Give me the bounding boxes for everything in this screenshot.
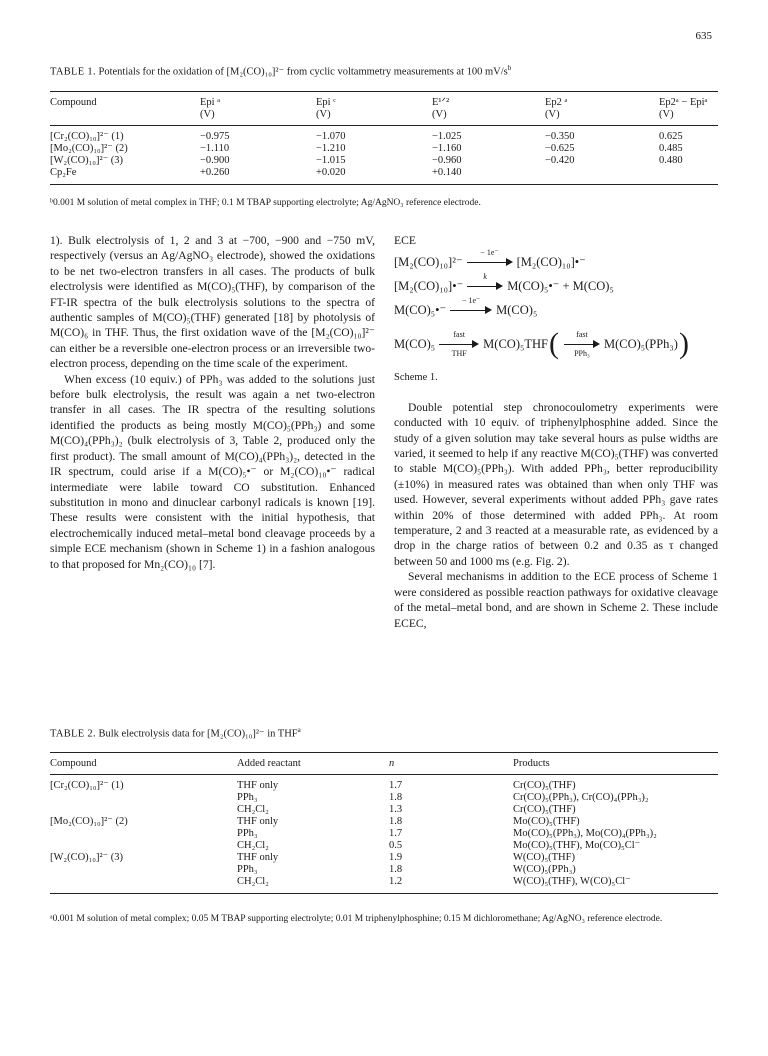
table-row xyxy=(50,143,718,155)
paragraph: When excess (10 equiv.) of PPh₃ was added to the solutions just before bulk electrolysis, the result was again a net two-electron transfer in all cases. The IR spectra of the resulting solutions identified the products as being mostly M(CO)₅(PPh₃) and some M(CO)₄(PPh₃)₂ (bulk electrolysis of 3, Table 2, produced only the first product). The small amount of M(CO)₄(PPh₃)₂, detected in the IR spectrum, could arise if a M(CO)₅•⁻ or M₂(CO)₁₀•⁻ radical intermediate were labile toward CO substitution. Enhanced substitution in mono and dinuclear carbonyl radicals is known [19]. These results were consistent with the initial hypothesis, that electrochemically induced metal–metal bond cleavage proceeds by a simple ECE mechanism (shown in Scheme 1) in a fashion analogous to that proposed for Mn₂(CO)₁₀ [7]. xyxy=(50,372,375,571)
table-row xyxy=(50,792,718,804)
table-cell: −0.900 xyxy=(200,155,230,166)
table-cell: 1.9 xyxy=(389,852,403,863)
table-cell: CH₂Cl₂ xyxy=(237,840,269,851)
table-row xyxy=(50,828,718,840)
product: M(CO)₅•⁻ + M(CO)₅ xyxy=(507,278,614,293)
table1-label: TABLE 1. xyxy=(50,66,96,78)
table-row xyxy=(50,126,718,144)
table-cell: Cr(CO)₅(THF) xyxy=(513,804,576,815)
table1-header: Epi ᶜ (V) xyxy=(316,92,432,126)
table-cell: −0.420 xyxy=(545,155,575,166)
table2-header: n xyxy=(389,753,513,775)
table-cell: Cr(CO)₅(PPh₃), Cr(CO)₄(PPh₃)₂ xyxy=(513,792,649,803)
table-row xyxy=(50,876,718,894)
table-cell xyxy=(50,792,237,804)
table-cell: CH₂Cl₂ xyxy=(237,876,389,894)
table-cell: THF only xyxy=(237,816,279,827)
open-paren-glyph: ( xyxy=(548,327,559,361)
table-cell: PPh₃ xyxy=(237,864,258,875)
table2-footnote: ᵃ0.001 M solution of metal complex; 0.05 M TBAP supporting electrolyte; 0.01 M triphenylphosphine; 0.15 M dichloromethane; Ag/AgNO₃ reference electrode. xyxy=(50,914,663,924)
table-cell: Mo(CO)₅(THF), Mo(CO)₅Cl⁻ xyxy=(513,840,641,851)
table-cell: 0.485 xyxy=(659,143,683,154)
table-cell: +0.020 xyxy=(316,167,432,185)
table-cell: 1.7 xyxy=(389,780,403,791)
reaction-step xyxy=(394,298,718,322)
table1-caption xyxy=(50,62,718,79)
table2-header-row xyxy=(50,753,718,775)
table-cell: [Cr₂(CO)₁₀]²⁻ (1) xyxy=(50,131,124,142)
reaction-step xyxy=(394,274,718,298)
table-cell: THF only xyxy=(237,780,279,791)
table-row xyxy=(50,804,718,816)
right-column xyxy=(394,233,718,631)
table-cell: 0.625 xyxy=(659,131,683,142)
table-cell: −1.110 xyxy=(200,143,230,154)
table-row xyxy=(50,852,718,864)
table-row xyxy=(50,816,718,828)
scheme-1 xyxy=(394,233,718,386)
table1-header: Epi ᵃ (V) xyxy=(200,92,316,126)
table-cell: PPh₃ xyxy=(237,828,258,839)
table-cell: −1.025 xyxy=(432,131,462,142)
table-cell: Mo(CO)₅(PPh₃), Mo(CO)₄(PPh₃)₂ xyxy=(513,828,657,839)
product: [M₂(CO)₁₀]•⁻ xyxy=(516,254,586,269)
table-cell: Cr(CO)₅(THF) xyxy=(513,780,576,791)
table-cell: 1.8 xyxy=(389,792,403,803)
table-cell: −0.975 xyxy=(200,131,230,142)
table-cell xyxy=(545,167,659,185)
table-cell: THF only xyxy=(237,852,279,863)
paragraph: Several mechanisms in addition to the ECE process of Scheme 1 were considered as possible reaction pathways for oxidative cleavage of the metal–metal bond, and are shown in Scheme 2. These include ECEC, xyxy=(394,570,718,630)
table-row xyxy=(50,167,718,185)
table-cell: CH₂Cl₂ xyxy=(237,804,269,815)
reaction-step xyxy=(394,250,718,274)
table2-caption xyxy=(50,724,718,741)
table-cell: W(CO)₅(THF), W(CO)₅Cl⁻ xyxy=(513,876,718,894)
table-cell: [W₂(CO)₁₀]²⁻ (3) xyxy=(50,852,124,863)
left-column xyxy=(50,233,375,572)
table-cell: −1.210 xyxy=(316,143,346,154)
table-cell: 0.480 xyxy=(659,155,683,166)
table-cell: [Cr₂(CO)₁₀]²⁻ (1) xyxy=(50,780,124,791)
table-cell: 1.2 xyxy=(389,876,513,894)
table-row xyxy=(50,864,718,876)
close-paren-glyph: ) xyxy=(678,327,689,361)
table-cell xyxy=(50,840,237,852)
product: M(CO)₅(PPh₃) xyxy=(603,336,678,351)
table-cell: −0.625 xyxy=(545,143,575,154)
table-cell xyxy=(50,864,237,876)
reactant: M(CO)₅•⁻ xyxy=(394,302,447,317)
table-cell: 0.5 xyxy=(389,840,403,851)
table-cell xyxy=(50,876,237,894)
table2 xyxy=(50,752,718,894)
table-row xyxy=(50,840,718,852)
table1-caption-text: Potentials for the oxidation of [M₂(CO)₁₀]²⁻ from cyclic voltammetry measurements at 100 mV/s xyxy=(98,66,508,78)
table-cell: Mo(CO)₅(THF) xyxy=(513,816,580,827)
table1-caption-mark: b xyxy=(507,64,512,72)
table-cell: +0.140 xyxy=(432,167,545,185)
table-cell: −0.350 xyxy=(545,131,575,142)
table-cell: PPh₃ xyxy=(237,792,258,803)
table-cell: −1.070 xyxy=(316,131,346,142)
reactant: [M₂(CO)₁₀]•⁻ xyxy=(394,278,464,293)
table-cell xyxy=(50,828,237,840)
table2-header: Added reactant xyxy=(237,753,389,775)
table-cell: W(CO)₅(PPh₃) xyxy=(513,864,576,875)
table-cell: 1.8 xyxy=(389,816,403,827)
table-cell xyxy=(50,804,237,816)
table1-header: Ep2 ᵃ (V) xyxy=(545,92,659,126)
paragraph: 1). Bulk electrolysis of 1, 2 and 3 at −700, −900 and −750 mV, respectively (versus an Ag/AgNO₃ electrode), showed the oxidations to be net two-electron transfers in all cases. The products of bulk electrolysis were identified as M(CO)₅(THF), by comparison of the FT-IR spectra of the bulk electrolysis solutions to the spectra of authentic samples of M(CO)₅(THF) generated [18] by photolysis of M(CO)₆ in THF. Thus, the first oxidation wave of the [M₂(CO)₁₀]²⁻ can either be a reversible one-electron process or an irreversible two-electron process, depending on the time scale of the experiment. xyxy=(50,234,375,371)
table-cell: [Mo₂(CO)₁₀]²⁻ (2) xyxy=(50,816,128,827)
table-cell: −1.015 xyxy=(316,155,346,166)
table1-footnote: ᵇ0.001 M solution of metal complex in THF; 0.1 M TBAP supporting electrolyte; Ag/AgNO₃ reference electrode. xyxy=(50,198,481,208)
reaction-step xyxy=(394,322,718,366)
table-row xyxy=(50,775,718,793)
table-cell: 1.7 xyxy=(389,828,403,839)
table2-caption-text: Bulk electrolysis data for [M₂(CO)₁₀]²⁻ in THF xyxy=(98,728,298,740)
scheme-label: Scheme 1. xyxy=(394,372,438,384)
table-row xyxy=(50,155,718,167)
table-cell: [Mo₂(CO)₁₀]²⁻ (2) xyxy=(50,143,128,154)
paragraph: Double potential step chronocoulometry experiments were conducted with 10 equiv. of triphenylphosphine added. Since the study of a given solution may take several hours as pulse widths are varied, it seemed to help if any reactive M(CO)₅(THF) was converted to stable M(CO)₅(PPh₃). With added PPh₃, better reproducibility (±10%) in measured rates was obtained than when only THF was used. However, several experiments without added PPh₃ gave rates within 20% of those determined with added PPh₃. At room temperature, 2 and 3 reacted at a measurable rate, as evidenced by a drop in the charge ratios of between 0.2 and 0.35 as τ changed between 50 and 1000 ms (e.g. Fig. 2). xyxy=(394,400,718,568)
table2-header: Products xyxy=(513,753,718,775)
reaction-arrow: fast THF xyxy=(439,339,479,349)
table1-header-row xyxy=(50,92,718,126)
table-cell: −0.960 xyxy=(432,155,462,166)
reactant: M(CO)₅ xyxy=(394,336,436,351)
table-cell: W(CO)₅(THF) xyxy=(513,852,575,863)
product: M(CO)₅ xyxy=(496,302,538,317)
table1 xyxy=(50,91,718,185)
reaction-arrow: fast PPh₃ xyxy=(564,339,600,349)
table2-label: TABLE 2. xyxy=(50,728,96,740)
table2-caption-mark: a xyxy=(297,726,301,734)
table-cell: Cp₂Fe xyxy=(50,167,200,185)
scheme-head: ECE xyxy=(394,234,416,247)
reactant: [M₂(CO)₁₀]²⁻ xyxy=(394,254,463,269)
reaction-arrow: k xyxy=(467,281,503,291)
table-cell: 1.8 xyxy=(389,864,403,875)
intermediate: M(CO)₅THF xyxy=(483,336,548,351)
reaction-arrow: − 1e⁻ xyxy=(450,305,492,315)
table-cell xyxy=(659,167,718,185)
page-number: 635 xyxy=(695,30,712,42)
table2-header: Compound xyxy=(50,753,237,775)
table-cell: +0.260 xyxy=(200,167,316,185)
reaction-arrow: − 1e⁻ xyxy=(467,257,513,267)
table1-header: E¹ᐟ² (V) xyxy=(432,92,545,126)
table1-header: Compound xyxy=(50,92,200,126)
table1-header: Ep2ᵃ − Epiᵃ (V) xyxy=(659,92,718,126)
table-cell: [W₂(CO)₁₀]²⁻ (3) xyxy=(50,155,124,166)
table-cell: −1.160 xyxy=(432,143,462,154)
table-cell: 1.3 xyxy=(389,804,403,815)
